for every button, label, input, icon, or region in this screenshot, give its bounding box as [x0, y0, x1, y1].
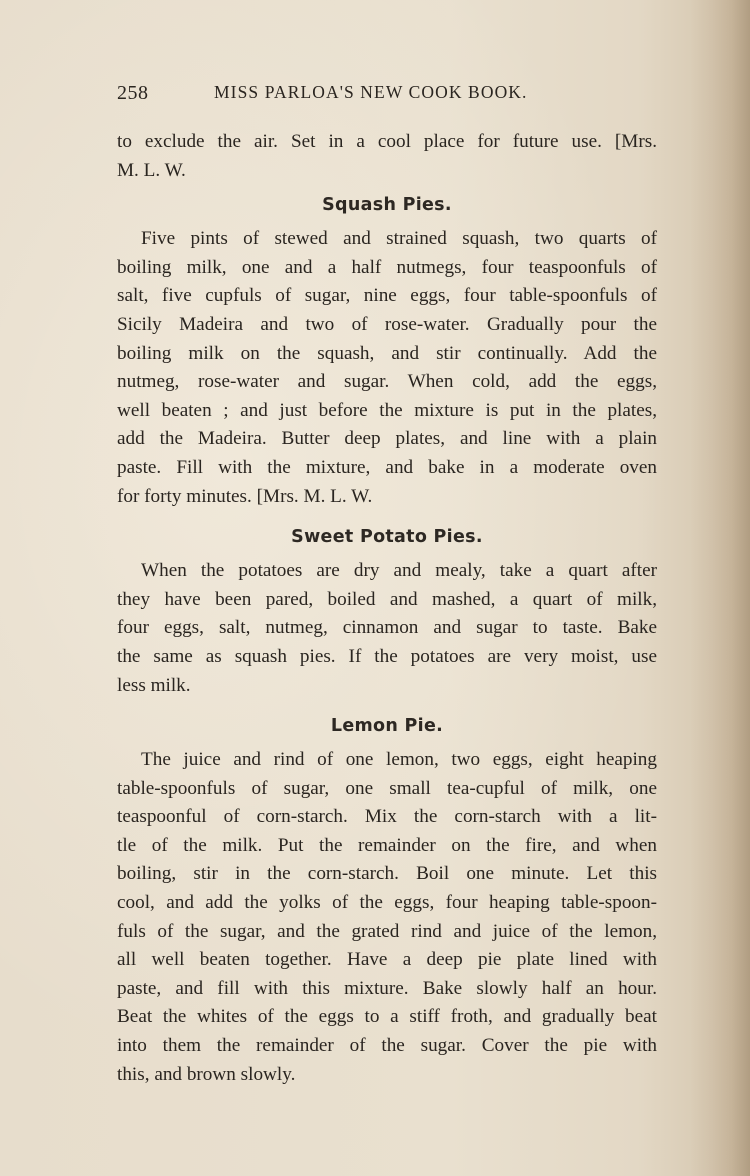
recipe-title: Squash Pies.: [322, 195, 452, 216]
text-line: The juice and rind of one lemon, two eggs, eight heaping: [141, 749, 657, 771]
page-header: [117, 82, 637, 110]
text-line: paste. Fill with the mixture, and bake in a moderate oven: [117, 456, 657, 478]
text-line: salt, five cupfuls of sugar, nine eggs, four table-spoonfuls of: [117, 285, 657, 307]
text-line: tle of the milk. Put the remainder on the fire, and when: [117, 834, 657, 856]
text-line: Five pints of stewed and strained squash, two quarts of: [141, 228, 657, 250]
text-line: all well beaten together. Have a deep pie plate lined with: [117, 949, 657, 971]
text-line: paste, and fill with this mixture. Bake slowly half an hour.: [117, 977, 657, 999]
recipe-squash-pies: [117, 191, 657, 511]
text-line: cool, and add the yolks of the eggs, four heaping table-spoon-: [117, 892, 657, 914]
text-line: into them the remainder of the sugar. Cover the pie with: [117, 1035, 657, 1057]
text-line: fuls of the sugar, and the grated rind and juice of the lemon,: [117, 920, 657, 942]
text-line: Sicily Madeira and two of rose-water. Gradually pour the: [117, 313, 657, 335]
text-line: well beaten ; and just before the mixture is put in the plates,: [117, 399, 657, 421]
text-line: less milk.: [117, 674, 191, 696]
continuation-paragraph: [117, 128, 657, 185]
text-line: the same as squash pies. If the potatoes are very moist, use: [117, 645, 657, 667]
page-number: 258: [117, 82, 149, 104]
text-line: boiling milk on the squash, and stir continually. Add the: [117, 342, 657, 364]
recipe-title: Lemon Pie.: [330, 716, 444, 737]
text-line: to exclude the air. Set in a cool place for future use. [Mrs.: [117, 131, 657, 152]
text-line: for forty minutes. [Mrs. M. L. W.: [117, 485, 373, 507]
text-line: four eggs, salt, nutmeg, cinnamon and sugar to taste. Bake: [117, 617, 657, 639]
recipe-lemon-pie: [117, 712, 657, 1089]
recipe-title: Sweet Potato Pies.: [291, 527, 483, 548]
text-line: this, and brown slowly.: [117, 1063, 296, 1085]
text-line: Beat the whites of the eggs to a stiff froth, and gradually beat: [117, 1006, 657, 1028]
text-line: boiling milk, one and a half nutmegs, four teaspoonfuls of: [117, 256, 657, 278]
text-line: add the Madeira. Butter deep plates, and line with a plain: [117, 428, 657, 450]
text-line: they have been pared, boiled and mashed, a quart of milk,: [117, 588, 657, 610]
text-line: teaspoonful of corn-starch. Mix the corn-starch with a lit-: [117, 806, 657, 828]
text-line: nutmeg, rose-water and sugar. When cold, add the eggs,: [117, 371, 657, 393]
text-line: M. L. W.: [117, 159, 186, 181]
text-line: When the potatoes are dry and mealy, take a quart after: [141, 560, 657, 582]
recipe-sweet-potato-pies: [117, 523, 657, 700]
running-title: MISS PARLOA'S NEW COOK BOOK.: [214, 82, 528, 102]
page-body: [117, 128, 657, 1089]
text-line: boiling, stir in the corn-starch. Boil one minute. Let this: [117, 863, 657, 885]
text-line: table-spoonfuls of sugar, one small tea-cupful of milk, one: [117, 777, 657, 799]
